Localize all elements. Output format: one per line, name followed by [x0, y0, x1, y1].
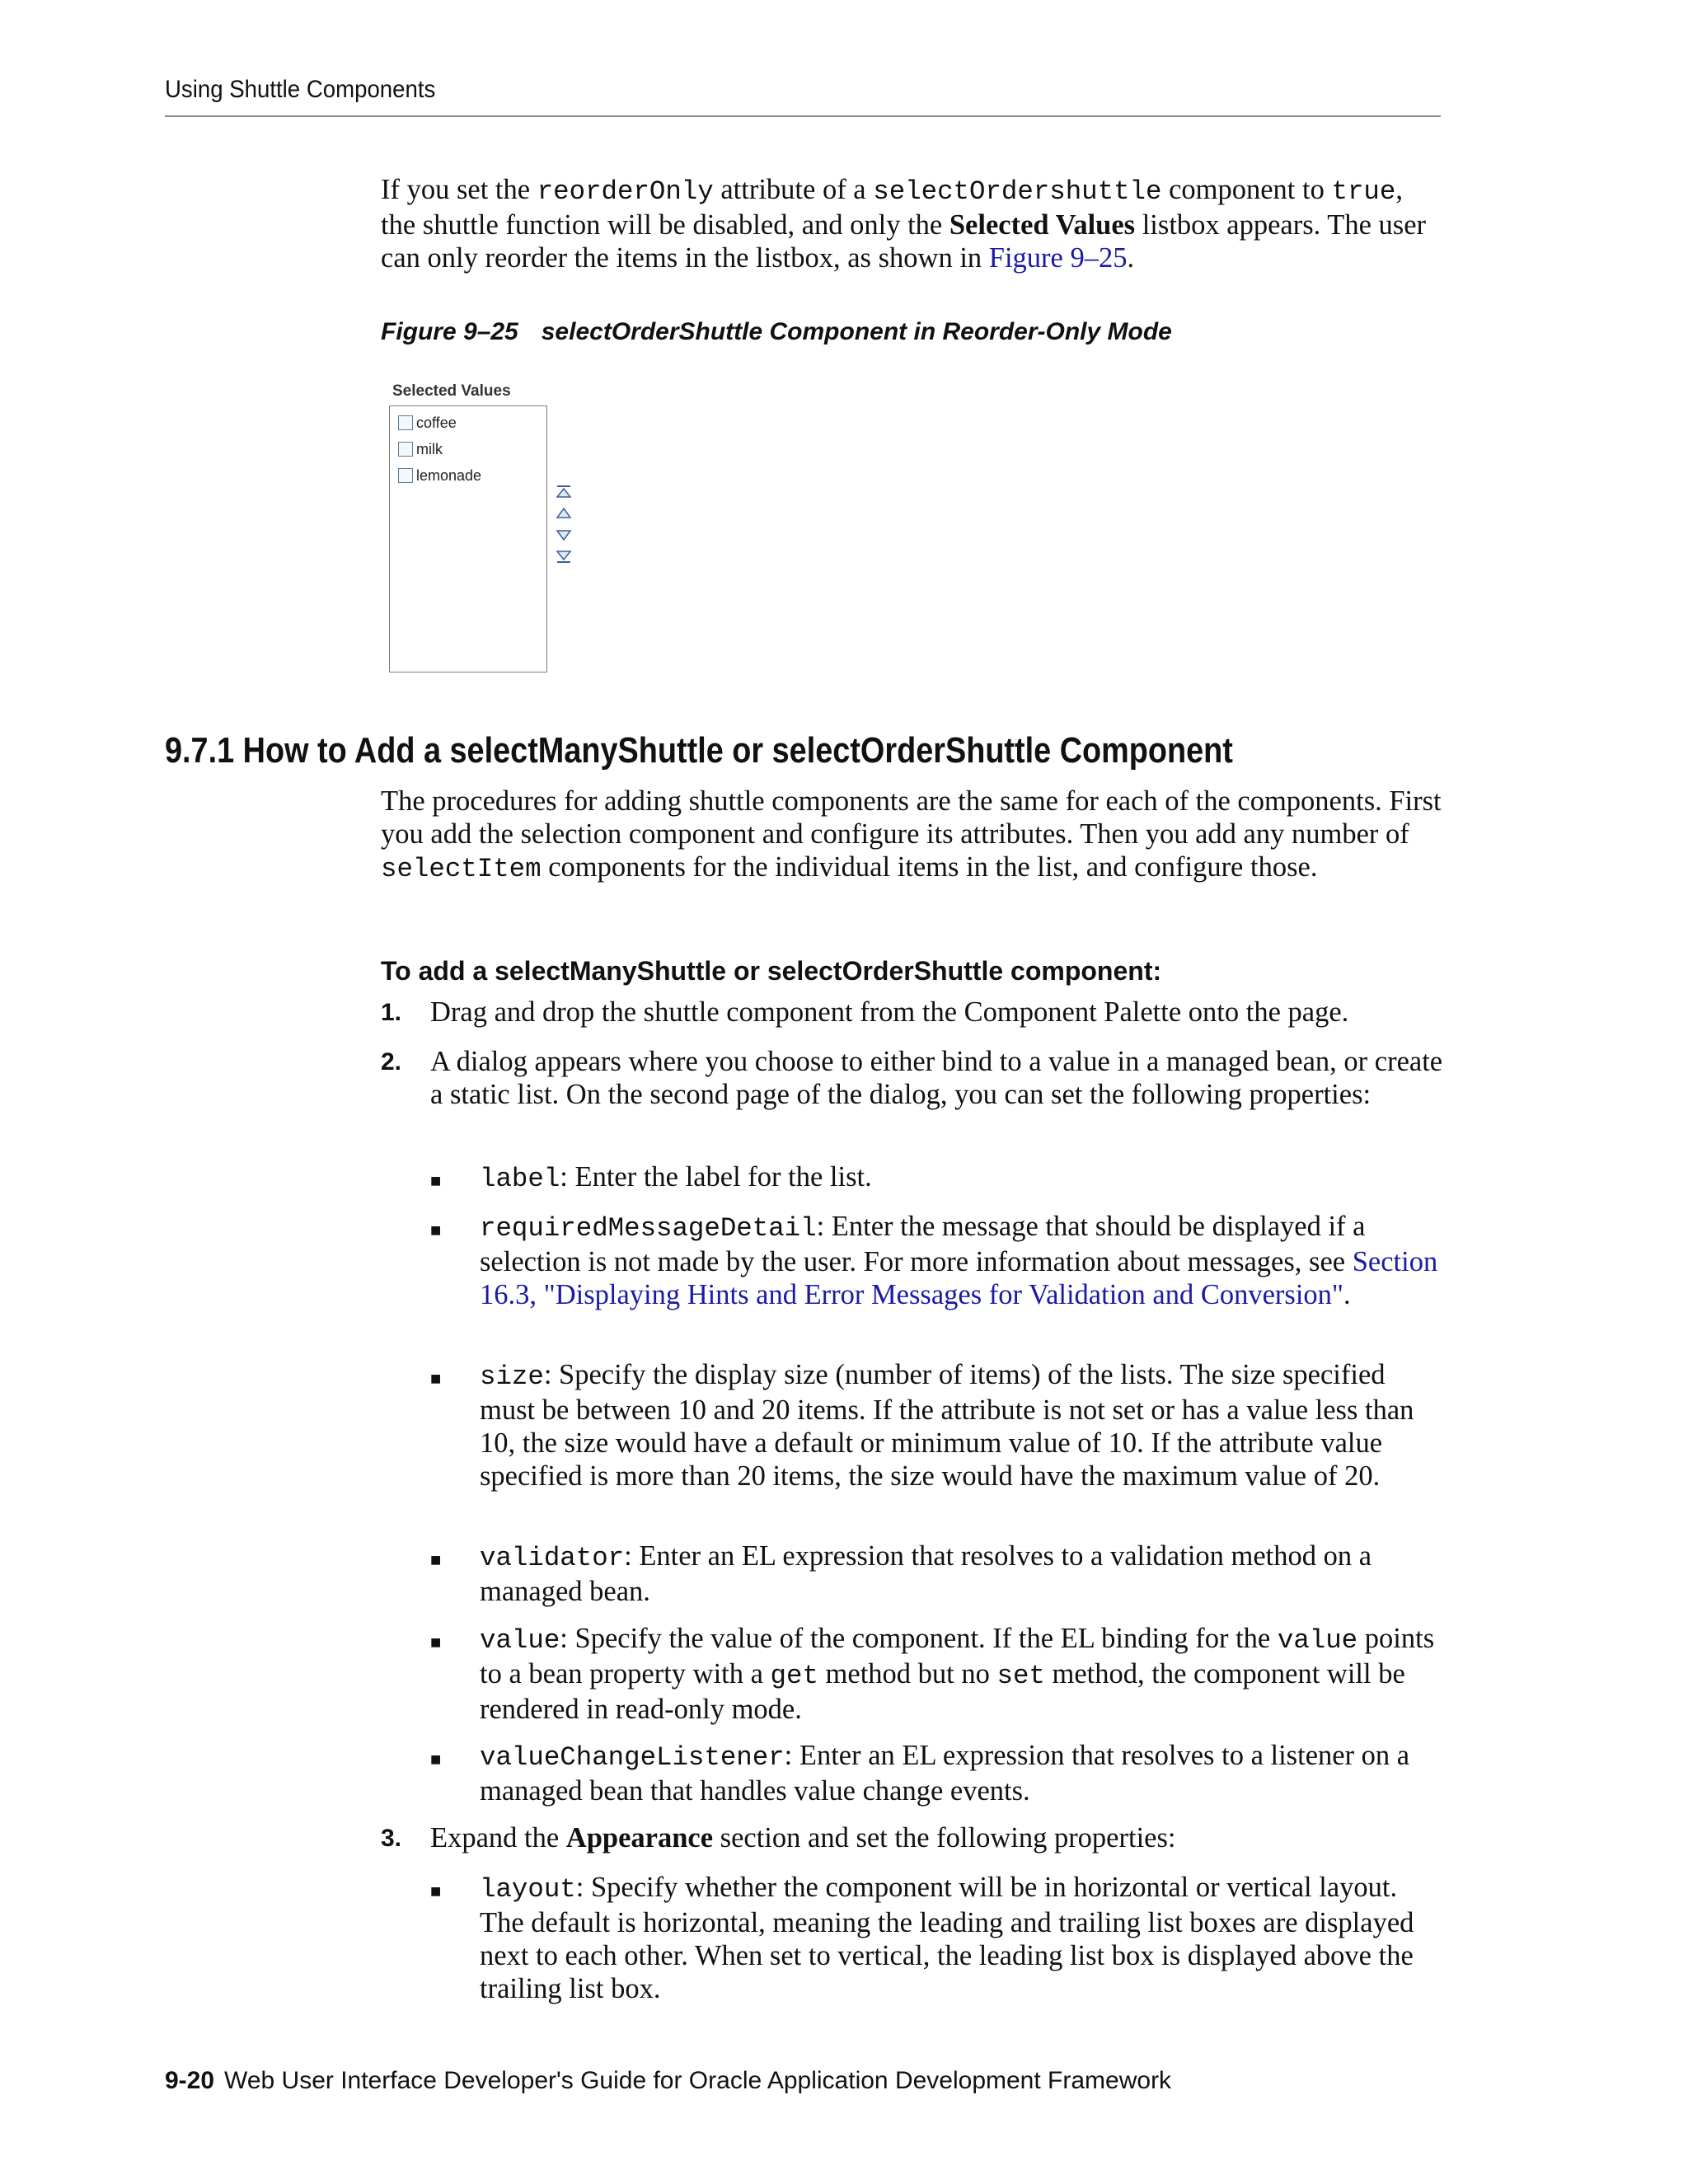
bullet-value-change-listener: valueChangeListener: Enter an EL expression that resolves to a listener on a managed bean that handles value change events. — [480, 1740, 1410, 1807]
step-2: A dialog appears where you choose to either bind to a value in a managed bean, or create a static list. On the second page of the dialog, you can set the following properties: — [430, 1046, 1443, 1110]
step-number: 2. — [381, 1048, 402, 1076]
reorder-buttons — [556, 485, 572, 570]
bullet-marker: ■ — [430, 1632, 442, 1652]
bullet-required-message-detail: requiredMessageDetail: Enter the message that should be displayed if a selection is not made by the user. For more information about messages, see Section 16.3, "Displaying Hints and Error Messages for Validation and Conversion". — [480, 1211, 1438, 1310]
checkbox[interactable] — [398, 468, 413, 483]
bullet-size: size: Specify the display size (number of items) of the lists. The size specified must be between 10 and 20 items. If the attribute is not set or has a value less than 10, the size would have a default or minimum value of 10. If the attribute value specified is more than 20 items, the size would have the maximum value of 20. — [480, 1359, 1414, 1492]
section-heading: 9.7.1 How to Add a selectManyShuttle or selectOrderShuttle Component — [165, 730, 1233, 771]
figure-link[interactable]: Figure 9–25 — [988, 242, 1128, 274]
move-up-icon[interactable] — [556, 506, 572, 521]
bullet-marker: ■ — [430, 1549, 442, 1570]
move-top-icon[interactable] — [556, 485, 572, 499]
list-item[interactable]: coffee — [398, 411, 457, 434]
bullet-marker: ■ — [430, 1749, 442, 1769]
running-header: Using Shuttle Components — [165, 76, 436, 103]
checkbox[interactable] — [398, 442, 413, 457]
bullet-value: value: Specify the value of the component. If the EL binding for the value points to a bean property with a get method but no set method, the component will be rendered in read-only mode. — [480, 1623, 1435, 1725]
list-item[interactable]: lemonade — [398, 464, 481, 487]
step-1: Drag and drop the shuttle component from the Component Palette onto the page. — [430, 996, 1349, 1028]
list-item[interactable]: milk — [398, 438, 443, 461]
bullet-layout: layout: Specify whether the component will be in horizontal or vertical layout. The default is horizontal, meaning the leading and trailing list boxes are displayed next to each other. When set to vertical, the leading list box is displayed above the trailing list box. — [480, 1872, 1414, 2004]
bullet-marker: ■ — [430, 1881, 442, 1901]
checkbox[interactable] — [398, 415, 413, 430]
bullet-validator: validator: Enter an EL expression that resolves to a validation method on a managed bean. — [480, 1540, 1372, 1607]
page-footer — [165, 2067, 1171, 2095]
listbox-title: Selected Values — [392, 382, 511, 400]
step-number: 3. — [381, 1825, 402, 1852]
figure-caption: Figure 9–25 selectOrderShuttle Component in Reorder-Only Mode — [381, 318, 1172, 345]
selected-values-listbox — [389, 405, 547, 673]
step-number: 1. — [381, 999, 402, 1026]
step-3: Expand the Appearance section and set the following properties: — [430, 1822, 1176, 1854]
page-number: 9-20 — [165, 2067, 215, 2094]
reorder-shuttle-figure — [389, 379, 587, 684]
intro-paragraph: If you set the reorderOnly attribute of a selectOrdershuttle component to true, the shuttle function will be disabled, and only the Selected Values listbox appears. The user can only reorder the items in the listbox, as shown in Figure 9–25. — [381, 174, 1426, 274]
bullet-marker: ■ — [430, 1220, 442, 1240]
move-bottom-icon[interactable] — [556, 549, 572, 564]
bullet-label: label: Enter the label for the list. — [480, 1161, 872, 1194]
section-paragraph: The procedures for adding shuttle components are the same for each of the components. First you add the selection component and configure its attributes. Then you add any number of selectItem components for the individual items in the list, and configure those. — [381, 785, 1442, 884]
book-title: Web User Interface Developer's Guide for Oracle Application Development Framework — [224, 2067, 1172, 2094]
move-down-icon[interactable] — [556, 527, 572, 542]
bullet-marker: ■ — [430, 1170, 442, 1191]
procedure-heading: To add a selectManyShuttle or selectOrderShuttle component: — [381, 956, 1162, 986]
section-link[interactable]: Section 16.3, "Displaying Hints and Error Messages for Validation and Conversion" — [480, 1246, 1438, 1310]
bullet-marker: ■ — [430, 1368, 442, 1389]
header-rule — [165, 115, 1441, 117]
